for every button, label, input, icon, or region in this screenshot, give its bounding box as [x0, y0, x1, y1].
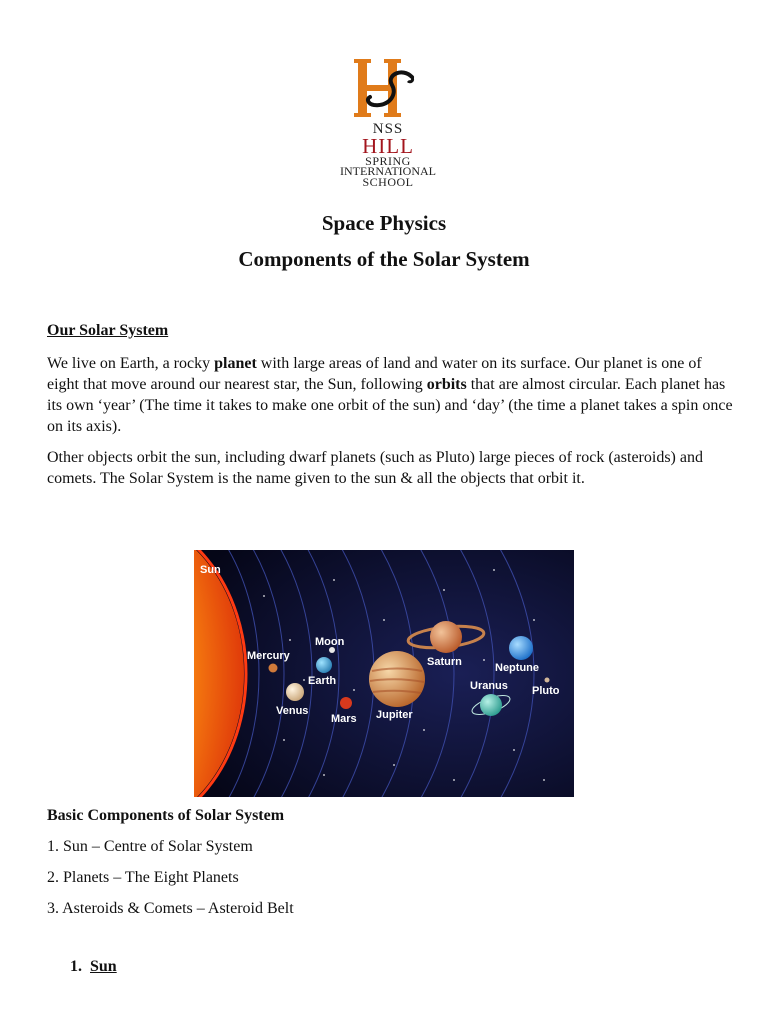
solar-system-diagram: [194, 550, 574, 797]
label-earth: Earth: [308, 675, 337, 687]
saturn-planet: [430, 621, 462, 653]
neptune-planet: [509, 636, 533, 660]
section-heading: Our Solar System: [47, 322, 169, 339]
pluto-planet: [545, 678, 550, 683]
uranus-planet: [480, 694, 502, 716]
school-logo: [330, 55, 446, 189]
list-item: 2. Planets – The Eight Planets: [47, 869, 239, 886]
para-text: that are almost circular. Each planet has its own ‘year’ (The time it takes to make one orbit of the sun) and ‘day’ (the time a planet takes a spin once on its axis).: [47, 376, 733, 435]
paragraph-other-objects: Other objects orbit the sun, including dwarf planets (such as Pluto) large pieces of rock (asteroids) and comets. The Solar System is the name given to the sun & all the objects that orbit it.: [47, 449, 703, 487]
subsection-title: Sun: [90, 958, 117, 975]
label-neptune: Neptune: [495, 662, 539, 674]
para-text: We live on Earth, a rocky: [47, 355, 215, 372]
label-uranus: Uranus: [470, 680, 508, 692]
bold-term-planet: planet: [214, 355, 257, 372]
logo-text-school: SCHOOL: [362, 175, 414, 189]
list-item: 1. Sun – Centre of Solar System: [47, 838, 253, 855]
subsection-number: 1.: [70, 958, 82, 975]
logo-text-hill: HILL: [362, 134, 414, 158]
label-venus: Venus: [276, 705, 309, 717]
subsection-heading-sun: [70, 958, 117, 976]
label-sun: Sun: [200, 564, 221, 576]
components-heading: Basic Components of Solar System: [47, 807, 285, 824]
page-subtitle: Components of the Solar System: [238, 247, 530, 271]
paragraph-intro: [47, 353, 737, 437]
logo-text-international: INTERNATIONAL: [340, 164, 436, 178]
label-pluto: Pluto: [532, 685, 560, 697]
earth-planet: [316, 657, 332, 673]
mercury-planet: [269, 664, 278, 673]
logo-text-spring: SPRING: [365, 154, 411, 168]
venus-planet: [286, 683, 304, 701]
page-title: Space Physics: [321, 211, 447, 235]
logo-text-nss: NSS: [372, 121, 404, 137]
label-moon: Moon: [315, 636, 345, 648]
list-item: 3. Asteroids & Comets – Asteroid Belt: [47, 900, 294, 917]
mars-planet: [340, 697, 352, 709]
label-mars: Mars: [331, 713, 357, 725]
bold-term-orbits: orbits: [426, 376, 467, 393]
hs-monogram-icon: [350, 55, 426, 123]
label-jupiter: Jupiter: [376, 709, 413, 721]
label-saturn: Saturn: [427, 656, 462, 668]
para-text: with large areas of land and water on its surface. Our planet is one of eight that move around our nearest star, the Sun, following: [47, 355, 702, 393]
label-mercury: Mercury: [247, 650, 290, 662]
